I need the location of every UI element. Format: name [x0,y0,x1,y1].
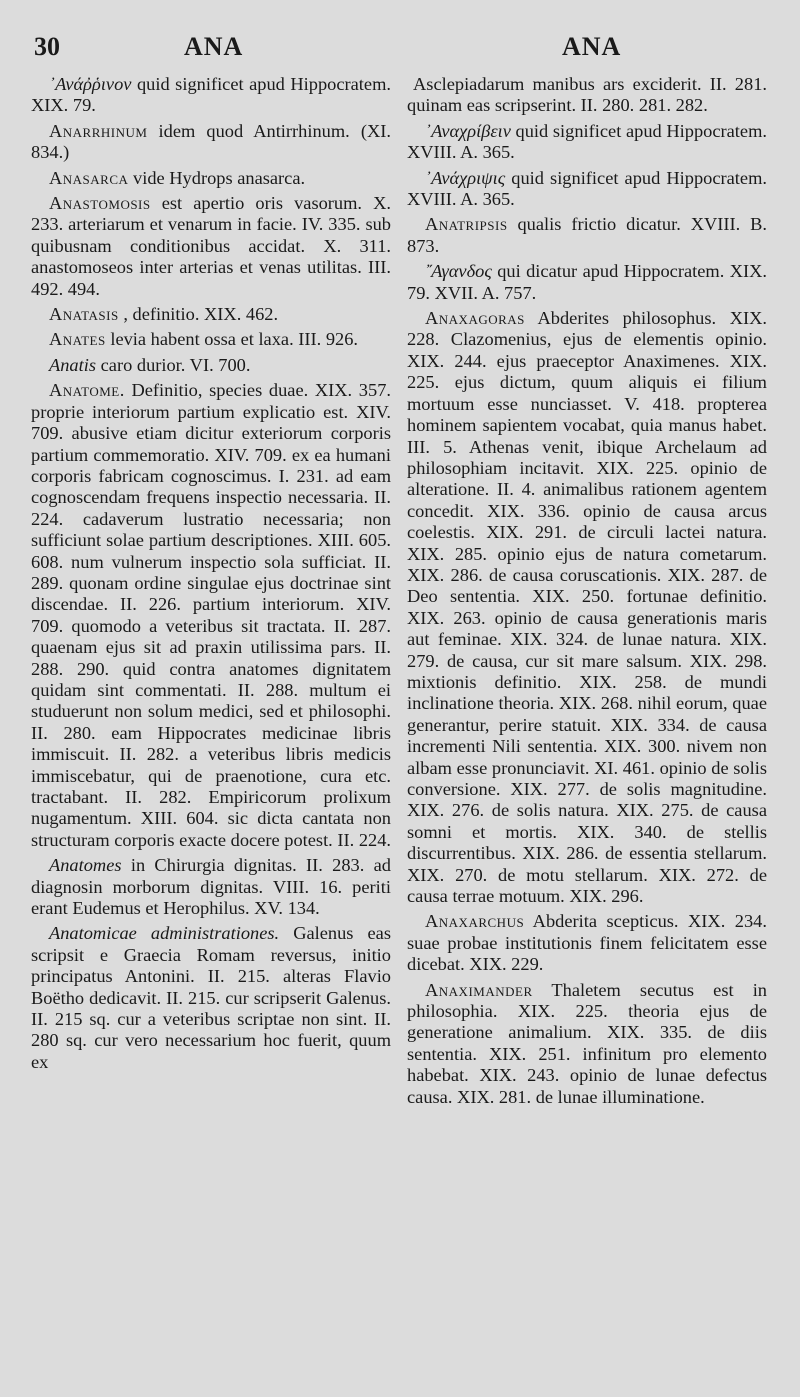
index-entry [31,304,391,325]
entry-text: caro durior. VI. 700. [100,354,251,375]
running-head-right: ANA [562,32,622,61]
entry-text: quid significet apud Hippocratem. XIX. 79. [31,74,391,116]
entry-headword: Anaximander [425,979,533,1000]
entry-headword: Anasarca [49,167,129,188]
entry-headword: Anaxarchus [425,911,525,932]
entry-text: vide Hydrops anasarca. [133,167,306,188]
entry-text: Asclepiadarum manibus ars exciderit. II. 281. quinam eas scripserint. II. 280. 281. 282. [407,74,767,116]
page-header [0,30,800,70]
entry-headword: Anatasis [49,304,119,325]
left-column [31,74,391,1077]
entry-text: Abderita scepticus. XIX. 234. suae probae institutionis finem felicitatem esse dicebat. XIX. 229. [407,911,767,975]
entry-text: qui dicatur apud Hippocratem. XIX. 79. XVII. A. 757. [407,261,767,303]
index-entry [407,308,767,907]
entry-headword: Anaxagoras [425,308,525,329]
entry-text: qualis frictio dicatur. XVIII. B. 873. [407,214,767,256]
running-head-left: ANA [184,32,244,61]
index-entry [31,121,391,164]
entry-headword: Anatomes [49,855,122,876]
entry-headword: Anarrhinum [49,120,148,141]
index-entry [407,74,767,117]
entry-text: levia habent ossa et laxa. III. 926. [110,329,359,350]
entry-text: Abderites philosophus. XIX. 228. Clazomenius, ejus de elementis opinio. XIX. 244. ejus praeceptor Anaximenes. XIX. 225. ejus dictum, quum aliquis ei filium mortuum esse nunciasset. V. 418. propterea hominem sapientem vocabat, quia manus habet. III. 5. Athenas venit, ibique Archelaum ad philosophiam incitavit. XIX. 225. opinio de alteratione. II. 4. animalibus rationem agentem concedit. XIX. 336. opinio de causa arcus coelestis. XIX. 291. de circuli lactei natura. XIX. 285. opinio ejus de natura cometarum. XIX. 286. de causa coruscationis. XIX. 287. de Deo sententia. XIX. 250. fortunae definitio. XIX. 263. opinio de causa generationis maris aut feminae. XIX. 324. de lunae natura. XIX. 279. de causa, cur sit mare salsum. XIX. 298. mixtionis definitio. XIX. 258. de mundi inclinatione theoria. XIX. 268. nihil eorum, quae generantur, perire statuit. XIX. 334. de causa incrementi Nili sententia. XIX. 300. nivem non albam esse pronunciavit. XI. 461. opinio de solis conversione. XIX. 277. de solis magnitudine. XIX. 276. de solis natura. XIX. 275. de causa somni et mortis. XIX. 340. de stellis discurrentibus. XIX. 286. de essentia stellarum. XIX. 270. de motu stellarum. XIX. 272. de causa terrae motuum. XIX. 296. [407,308,767,907]
entry-headword: ῎Αγανδος [425,261,492,282]
index-entry [31,355,391,376]
entry-text: est apertio oris vasorum. X. 233. arteriarum et venarum in facie. IV. 335. sub quibusnam conditionibus accidat. X. 311. anastomoseos inter arterias et venas utilitas. III. 492. 494. [31,193,391,299]
index-entry [407,168,767,211]
index-entry [31,329,391,350]
page-number: 30 [34,32,60,61]
entry-text: quid significet apud Hippocratem. XVIII. A. 365. [407,120,767,163]
entry-text: quid significet apud Hippocratem. XVIII. A. 365. [407,167,767,210]
entry-headword: Anatripsis [425,214,508,235]
index-entry [31,380,391,851]
entry-headword: Anates [49,329,106,350]
entry-text: Thaletem secutus est in philosophia. XIX. 225. theoria ejus de generatione animalium. XIX. 335. de diis sententia. XIX. 251. infinitum pro elemento habebat. XIX. 243. opinio de lunae defectus causa. XIX. 281. de lunae illuminatione. [407,979,767,1107]
entry-headword: Anatis [49,354,97,375]
index-entry [31,193,391,300]
right-column [407,74,767,1112]
index-entry [31,923,391,1073]
entry-text: in Chirurgia dignitas. II. 283. ad diagnosin morborum dignitas. VIII. 16. periti erant Eudemus et Herophilus. XV. 134. [31,855,391,919]
entry-text: idem quod Antirrhinum. (XI. 834.) [31,120,391,163]
entry-text: , definitio. XIX. 462. [123,304,279,325]
entry-text: Galenus eas scripsit e Graecia Romam reversus, initio principatus Antonini. II. 215. alteras Flavio Boëtho dedicavit. II. 215. cur scripserit Galenus. II. 215 sq. cur a veteribus scriptae non sint. II. 280 sq. cur vero necessarium hoc fuerit, quum ex [31,923,392,1072]
index-entry [31,855,391,919]
index-entry [407,261,767,304]
index-entry [407,980,767,1108]
index-entry [31,74,391,117]
entry-headword: ᾿Αναχρίβειν [425,120,511,141]
entry-headword: ᾿Ανάχριψις [425,167,506,188]
entry-headword: Anatomicae administrationes. [49,923,280,944]
index-entry [407,911,767,975]
entry-headword: Anastomosis [49,193,151,214]
entry-text: Definitio, species duae. XIX. 357. proprie interiorum partium explicatio est. XIV. 709. abusive etiam dicitur exteriorum corporis partium commemoratio. XIV. 709. ex ea humani corporis fabricam cognoscimus. I. 231. ad eam cognoscendam frequens inspectio necessaria. II. 224. cadaverum lustratio necessaria; non sufficiunt solae partium descriptiones. XIII. 605. 608. num vulnerum inspectio sola sufficiat. II. 289. quonam ordine singulae ejus doctrinae sint discendae. II. 226. partium interiorum. XIV. 709. quomodo a veteribus sit tractata. II. 287. quaenam ejus sit ad praxin utilissima pars. II. 288. 290. quid contra anatomes dignitatem quidam sint commentati. II. 288. multum ei studuerunt non solum medici, sed et philosophi. II. 280. eam Hippocrates medicinae libris immiscuit. II. 282. a veteribus libris medicis immiscebatur, qui de praenotione, cura etc. tractabant. II. 282. Empiricorum prolixum nugamentum. XIII. 604. sic dicta cantata non structuram corporis exacte docere potest. II. 224. [31,380,392,850]
index-entry [407,214,767,257]
index-entry [31,168,391,189]
entry-headword: Anatome. [49,380,125,401]
index-entry [407,121,767,164]
entry-headword: ᾿Ανάῤῥινον [49,74,132,94]
